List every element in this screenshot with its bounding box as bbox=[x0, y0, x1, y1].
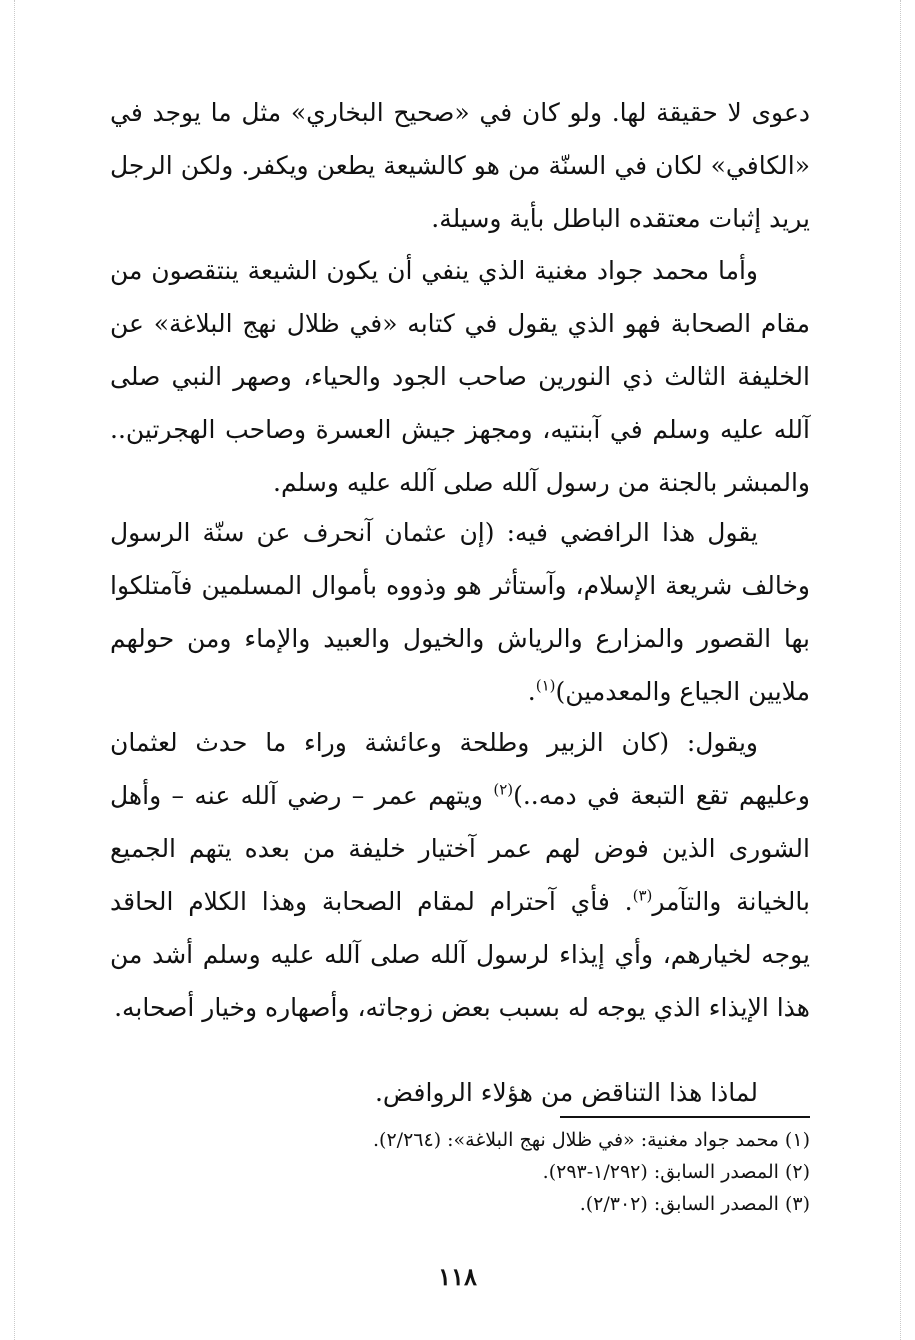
paragraph-4 bbox=[110, 716, 810, 1034]
footnotes bbox=[110, 1124, 810, 1220]
right-margin-guide bbox=[900, 0, 902, 1340]
left-margin-guide bbox=[14, 0, 16, 1340]
paragraph-4-part-c: . فأي آحترام لمقام الصحابة وهذا الكلام الحاقد يوجه لخيارهم، وأي إيذاء لرسول آلله صلى آلله عليه وسلم أشد من هذا الإيذاء الذي يوجه له بسبب بعض زوجاته، وأصهاره وخيار أصحابه. bbox=[110, 887, 810, 1022]
paragraph-1: دعوى لا حقيقة لها. ولو كان في «صحيح البخاري» مثل ما يوجد في «الكافي» لكان في السنّة من هو كالشيعة يطعن ويكفر. ولكن الرجل يريد إثبات معتقده الباطل بأية وسيلة. bbox=[110, 98, 810, 233]
paragraph-3-end: . bbox=[527, 677, 536, 706]
footnote-2: (٢) المصدر السابق: (١/٢٩٢-٢٩٣). bbox=[542, 1161, 810, 1183]
page-number: ١١٨ bbox=[438, 1262, 477, 1291]
paragraph-4-part-a: ويقول: (كان الزبير وطلحة وعائشة وراء ما حدث لعثمان وعليهم تقع التبعة في دمه..) bbox=[110, 728, 810, 810]
footnote-1: (١) محمد جواد مغنية: «في ظلال نهج البلاغة»: (٢/٢٦٤). bbox=[373, 1129, 810, 1151]
paragraph-5: لماذا هذا التناقض من هؤلاء الروافض. bbox=[374, 1078, 758, 1107]
paragraph-4-part-b: ويتهم عمر – رضي آلله عنه – وأهل الشورى الذين فوض لهم عمر آختيار خليفة من بعده يتهم الجميع بالخيانة والتآمر bbox=[110, 781, 811, 916]
paragraph-2: وأما محمد جواد مغنية الذي ينفي أن يكون الشيعة ينتقصون من مقام الصحابة فهو الذي يقول في كتابه «في ظلال نهج البلاغة» عن الخليفة الثالث ذي النورين صاحب الجود والحياء، وصهر النبي صلى آلله عليه وسلم في آبنتيه، ومجهز جيش العسرة وصاحب الهجرتين.. والمبشر بالجنة من رسول آلله صلى آلله عليه وسلم. bbox=[110, 256, 810, 497]
footnote-reference-1: (١) bbox=[535, 676, 556, 695]
paragraph-3 bbox=[110, 506, 810, 718]
footnote-divider bbox=[560, 1116, 810, 1118]
footnote-3: (٣) المصدر السابق: (٢/٣٠٢). bbox=[579, 1193, 810, 1215]
footnote-reference-2: (٢) bbox=[493, 780, 514, 799]
footnote-reference-3: (٣) bbox=[632, 886, 653, 905]
paragraph-3-text: يقول هذا الرافضي فيه: (إن عثمان آنحرف عن سنّة الرسول وخالف شريعة الإسلام، وآستأثر هو وذووه بأموال المسلمين فآمتلكوا بها القصور والمزارع والرياش والخيول والعبيد والإماء ومن حولهم ملايين الجياع والمعدمين) bbox=[110, 518, 810, 706]
